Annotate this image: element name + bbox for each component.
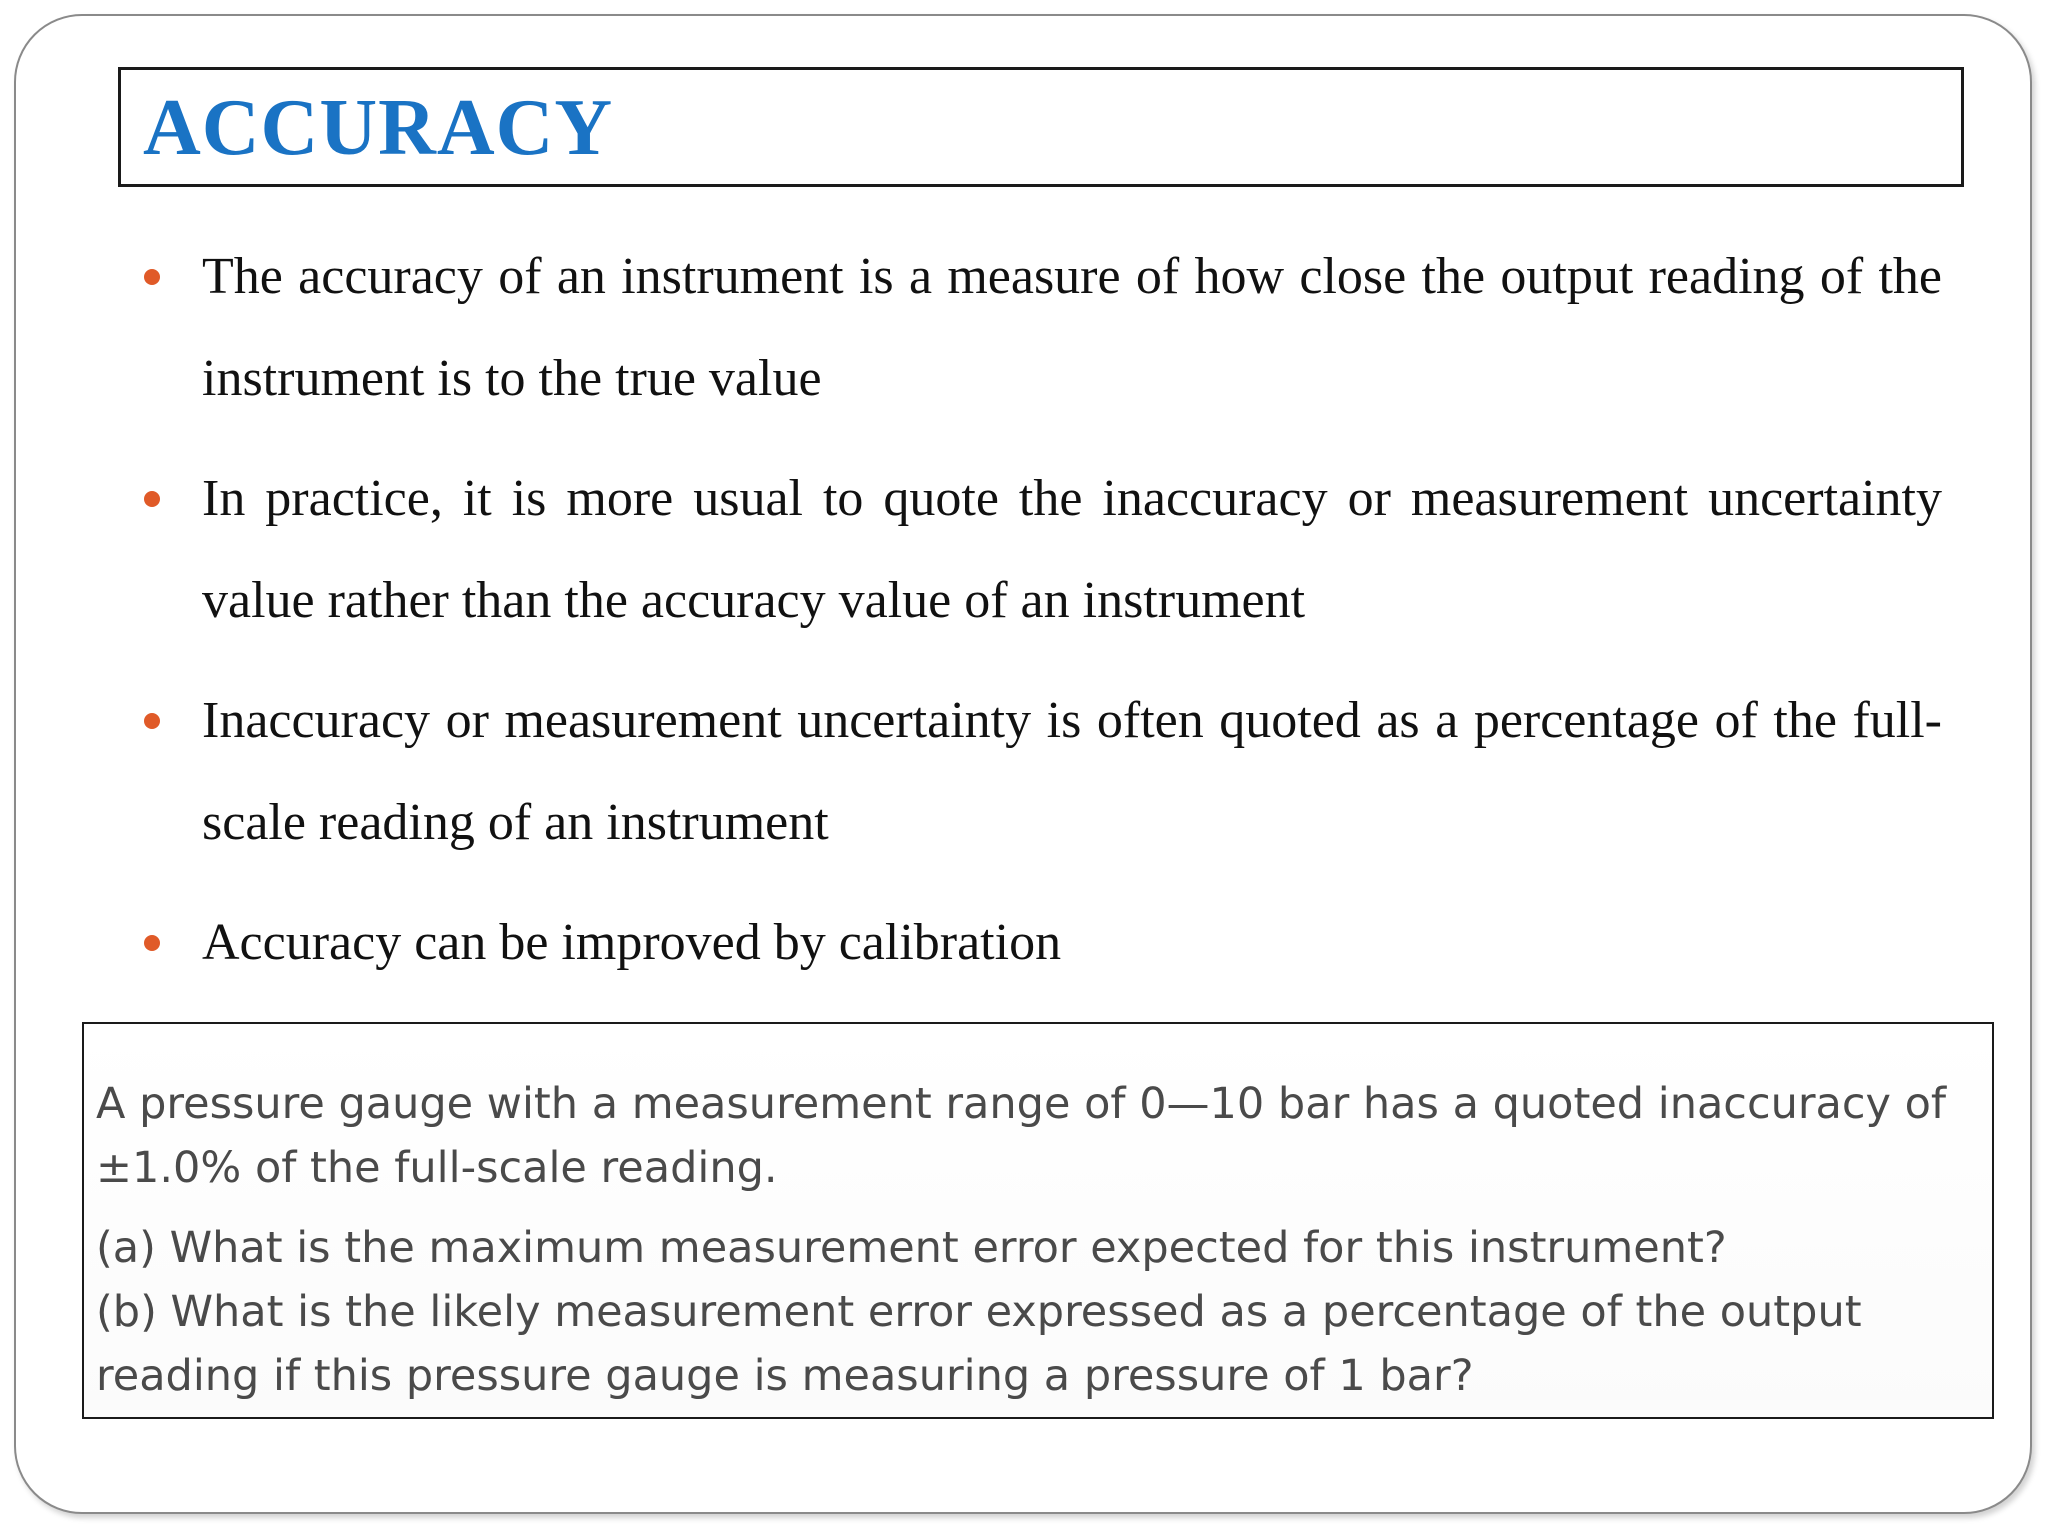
slide-title: ACCURACY: [143, 84, 614, 172]
slide: [14, 14, 2032, 1514]
bullet-item: [140, 670, 1942, 874]
bullet-text: Inaccuracy or measurement uncertainty is often quoted as a percentage of the full-scale reading of an instrument: [202, 692, 1942, 851]
bullet-dot-icon: [144, 269, 160, 285]
bullet-list: [140, 226, 1942, 1012]
example-statement: A pressure gauge with a measurement range of 0—10 bar has a quoted inaccuracy of ±1.0% of the full-scale reading.: [96, 1079, 1947, 1193]
bullet-text: The accuracy of an instrument is a measure of how close the output reading of the instrument is to the true value: [202, 248, 1942, 407]
example-question-b: (b) What is the likely measurement error expressed as a percentage of the output reading if this pressure gauge is measuring a pressure of 1 bar?: [96, 1287, 1862, 1401]
example-problem-text: [96, 1072, 1976, 1408]
bullet-text: Accuracy can be improved by calibration: [202, 914, 1062, 971]
bullet-item: [140, 892, 1942, 994]
bullet-item: [140, 226, 1942, 430]
bullet-item: [140, 448, 1942, 652]
example-gap: [96, 1200, 1976, 1216]
bullet-dot-icon: [144, 491, 160, 507]
example-question-a: (a) What is the maximum measurement error expected for this instrument?: [96, 1223, 1727, 1273]
example-problem-box: [82, 1022, 1994, 1419]
bullet-dot-icon: [144, 935, 160, 951]
title-box: [118, 67, 1964, 187]
bullet-dot-icon: [144, 713, 160, 729]
bullet-text: In practice, it is more usual to quote the inaccuracy or measurement uncertainty value rather than the accuracy value of an instrument: [202, 470, 1942, 629]
